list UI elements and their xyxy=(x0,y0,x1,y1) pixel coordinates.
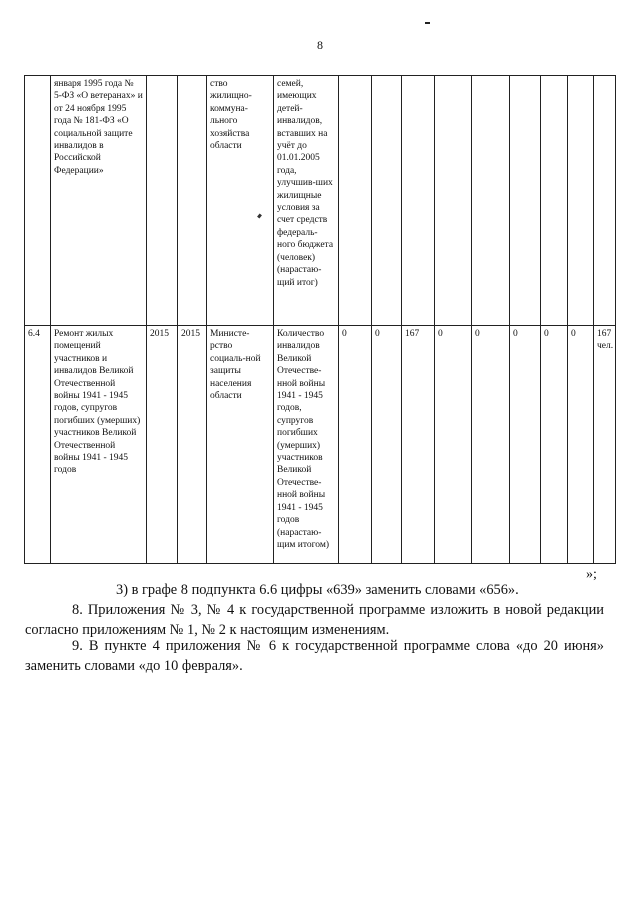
cell-value: 0 xyxy=(541,326,568,564)
cell-value: 0 xyxy=(372,326,402,564)
cell-num: 6.4 xyxy=(25,326,51,564)
cell-value xyxy=(594,76,616,326)
closing-quote-mark: »; xyxy=(586,567,597,582)
cell-value: 167 xyxy=(402,326,435,564)
cell-year-start: 2015 xyxy=(147,326,178,564)
cell-year-start xyxy=(147,76,178,326)
cell-name: января 1995 года № 5-ФЗ «О ветеранах» и от 24 ноября 1995 года № 181-ФЗ «О социальной защите инвалидов в Российской Федерации» xyxy=(51,76,147,326)
amendment-paragraph-9 xyxy=(25,636,604,676)
cell-year-end xyxy=(178,76,207,326)
cell-indicator: семей, имеющих детей-инвалидов, вставших на учёт до 01.01.2005 года, улучшив-ших жилищные условия за счет средств федераль-ного бюджета (человек) (нарастаю-щий итог) xyxy=(274,76,339,326)
cell-executor: Министе-рство социаль-ной защиты населения области xyxy=(207,326,274,564)
paragraph-text: 3) в графе 8 подпункта 6.6 цифры «639» заменить словами «656». xyxy=(116,582,519,598)
cell-year-end: 2015 xyxy=(178,326,207,564)
cell-value: 0 xyxy=(435,326,472,564)
cell-value: 0 xyxy=(510,326,541,564)
cell-value: 0 xyxy=(339,326,372,564)
program-table xyxy=(24,75,616,564)
page-number: 8 xyxy=(317,38,323,52)
amendment-paragraph-3 xyxy=(72,580,602,600)
paragraph-text: 9. В пункте 4 приложения № 6 к государственной программе слова «до 20 июня» заменить словами «до 10 февраля». xyxy=(25,638,604,674)
cell-value xyxy=(541,76,568,326)
cell-indicator: Количество инвалидов Великой Отечестве-нной войны 1941 - 1945 годов, супругов погибших (умерших) участников Великой Отечестве-нной войны 1941 - 1945 годов (нарастаю-щим итогом) xyxy=(274,326,339,564)
table-row xyxy=(25,326,616,564)
table-row xyxy=(25,76,616,326)
cell-value xyxy=(472,76,510,326)
cell-value: 167 чел. xyxy=(594,326,616,564)
scan-speck xyxy=(425,22,430,24)
cell-name: Ремонт жилых помещений участников и инвалидов Великой Отечественной войны 1941 - 1945 годов, супругов погибших (умерших) участников Великой Отечественной войны 1941 - 1945 годов xyxy=(51,326,147,564)
cell-value xyxy=(339,76,372,326)
cell-value xyxy=(568,76,594,326)
paragraph-text: 8. Приложения № 3, № 4 к государственной программе изложить в новой редакции согласно приложениям № 1, № 2 к настоящим изменениям. xyxy=(25,602,604,638)
cell-value xyxy=(372,76,402,326)
cell-value xyxy=(402,76,435,326)
cell-num xyxy=(25,76,51,326)
cell-value xyxy=(510,76,541,326)
cell-value xyxy=(435,76,472,326)
amendment-paragraph-8 xyxy=(25,600,604,640)
cell-value: 0 xyxy=(472,326,510,564)
cell-value: 0 xyxy=(568,326,594,564)
cell-executor: ство жилищно-коммуна-льного хозяйства области xyxy=(207,76,274,326)
